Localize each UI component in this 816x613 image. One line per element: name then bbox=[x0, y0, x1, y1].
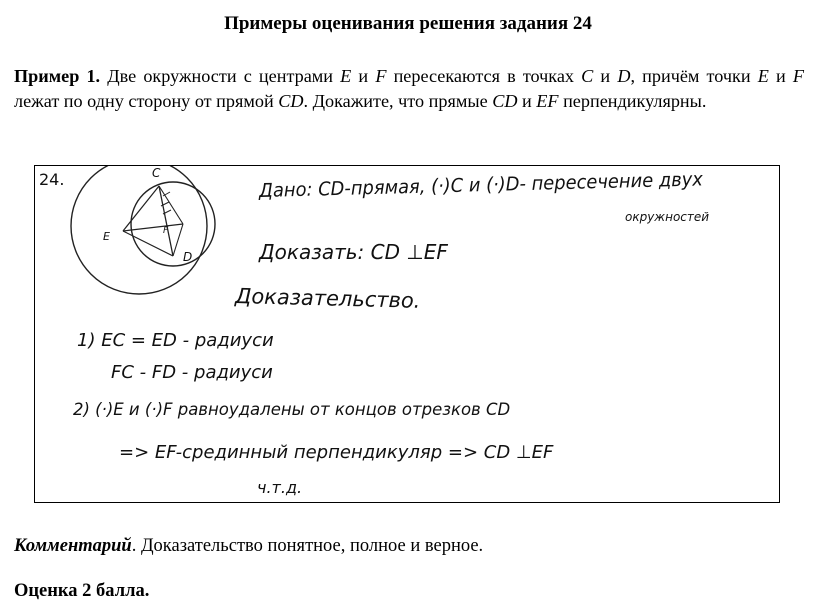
proof-heading: Доказательство. bbox=[234, 284, 421, 313]
problem-variable: E bbox=[340, 66, 352, 86]
step-2a: 2) (·)E и (·)F равноудалены от концов отрезков CD bbox=[73, 400, 511, 420]
problem-variable: EF bbox=[536, 91, 559, 111]
label-f: F bbox=[163, 226, 169, 236]
handwritten-solution bbox=[34, 165, 780, 503]
problem-text-segment: и bbox=[351, 66, 376, 86]
qed: ч.т.д. bbox=[257, 478, 303, 497]
comment-text: . Доказательство понятное, полное и верное. bbox=[131, 536, 484, 556]
label-d: D bbox=[183, 250, 193, 264]
step-1a: 1) EC = ED - радиуси bbox=[77, 330, 274, 351]
segment-ec bbox=[123, 186, 159, 231]
label-c: C bbox=[152, 166, 161, 180]
problem-text-segment: пересекаются в точках bbox=[386, 66, 582, 86]
problem-label: Пример 1. bbox=[14, 66, 101, 86]
problem-text-segment: и bbox=[768, 66, 793, 86]
problem-variable: CD bbox=[492, 91, 518, 111]
problem-statement bbox=[14, 64, 804, 114]
problem-text-segment: , причём точки bbox=[630, 66, 758, 86]
problem-variable: D bbox=[617, 66, 631, 86]
problem-text-segment: . Докажите, что прямые bbox=[303, 91, 493, 111]
problem-text-segment: и bbox=[593, 66, 618, 86]
problem-variable: F bbox=[792, 66, 805, 86]
problem-text-segment: Две окружности с центрами bbox=[100, 66, 341, 86]
comment bbox=[14, 536, 483, 557]
segment-ef bbox=[123, 224, 183, 231]
problem-text-segment: лежат по одну сторону от прямой bbox=[14, 91, 279, 111]
problem-variable: E bbox=[757, 66, 769, 86]
circle-e bbox=[71, 166, 207, 294]
comment-label: Комментарий bbox=[14, 536, 132, 556]
problem-text-segment: и bbox=[517, 91, 537, 111]
problem-variable: F bbox=[375, 66, 387, 86]
problem-variable: C bbox=[581, 66, 594, 86]
problem-text bbox=[14, 66, 804, 111]
task-number: 24. bbox=[39, 170, 65, 189]
segment-fd bbox=[173, 224, 183, 256]
score: Оценка 2 балла. bbox=[14, 581, 150, 601]
label-e: E bbox=[103, 230, 110, 243]
prove-line: Доказать: CD ⊥EF bbox=[259, 240, 448, 264]
given-line-2: окружностей bbox=[625, 210, 710, 224]
step-2b: => EF-срединный перпендикуляр => CD ⊥EF bbox=[119, 442, 554, 463]
given-line-1: Дано: CD-прямая, (·)C и (·)D- пересечение двух bbox=[258, 168, 704, 202]
problem-text-segment: перпендикулярны. bbox=[558, 91, 707, 111]
step-1b: FC - FD - радиуси bbox=[111, 362, 273, 383]
problem-variable: CD bbox=[278, 91, 304, 111]
page-title: Примеры оценивания решения задания 24 bbox=[224, 13, 592, 34]
